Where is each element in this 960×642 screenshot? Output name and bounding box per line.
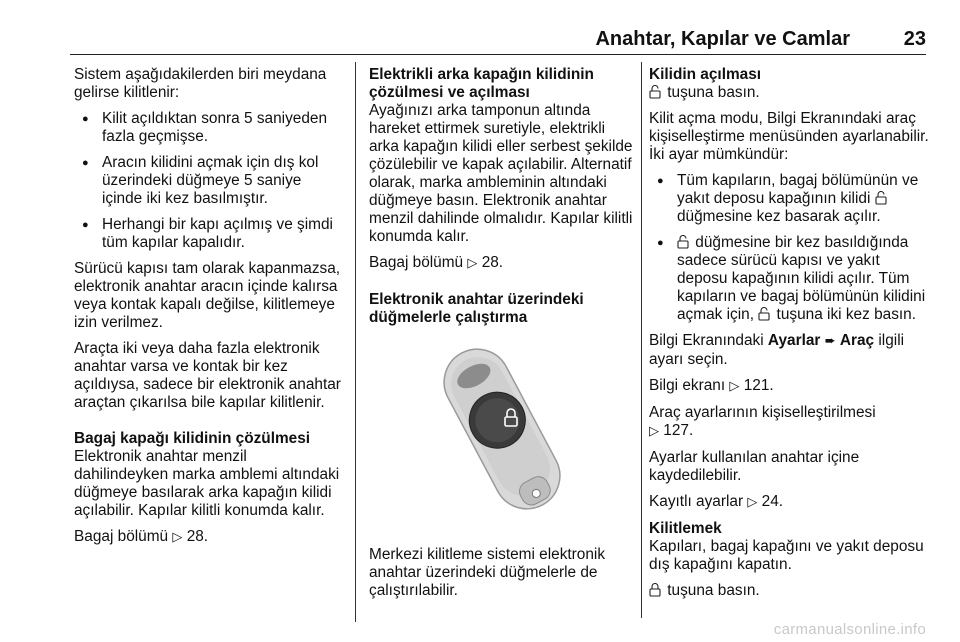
menu-arrow-icon: ➨ bbox=[824, 334, 836, 349]
lock-conditions-list bbox=[74, 110, 342, 252]
reference-page: 28. bbox=[186, 528, 209, 545]
list-item: ● Herhangi bir kapı açılmış ve şimdi tüm kapılar kapalıdır. bbox=[74, 216, 342, 252]
unlock-modes-list bbox=[649, 172, 929, 324]
unlock-icon bbox=[649, 85, 661, 99]
page-reference-icon: ▷ bbox=[729, 379, 740, 394]
watermark: carmanualsonline.info bbox=[773, 621, 926, 638]
paragraph bbox=[649, 332, 929, 369]
paragraph: Sürücü kapısı tam olarak kapanmazsa, elektronik anahtar aracın içinde kalırsa veya kontak kapalı değilse, kilitlemeye izin verilmez. bbox=[74, 260, 341, 331]
menu-path-vehicle: Araç bbox=[839, 332, 875, 349]
list-item: ● Kilit açıldıktan sonra 5 saniyeden fazla geçmişse. bbox=[74, 110, 342, 146]
column-1 bbox=[74, 66, 342, 555]
reference bbox=[649, 404, 929, 441]
paragraph-text: ilgili ayarı seçin. bbox=[649, 332, 905, 368]
section-heading: Bagaj kapağı kilidinin çözülmesi bbox=[74, 430, 311, 447]
page-reference-icon: ▷ bbox=[467, 256, 478, 271]
instruction-text: tuşuna basın. bbox=[667, 582, 760, 599]
page-reference-icon: ▷ bbox=[649, 424, 659, 439]
instruction-text: tuşuna basın. bbox=[667, 84, 760, 101]
paragraph: Kilit açma modu, Bilgi Ekranındaki araç kişiselleştirme menüsünden ayarlanabilir. İki ayar mümkündür: bbox=[649, 110, 929, 163]
reference-text: Bilgi ekranı bbox=[649, 377, 726, 394]
paragraph: Kapıları, bagaj kapağını ve yakıt deposu dış kapağını kapatın. bbox=[649, 538, 924, 573]
unlock-icon bbox=[875, 191, 887, 205]
list-item-text: Tüm kapıların, bagaj bölümünün ve yakıt deposu kapağının kilidi bbox=[677, 172, 919, 207]
column-divider-2 bbox=[641, 62, 642, 618]
column-divider-1 bbox=[355, 62, 356, 622]
paragraph: Ayarlar kullanılan anahtar içine kaydedilebilir. bbox=[649, 449, 860, 484]
unlock-icon bbox=[758, 307, 770, 321]
reference-page: 127. bbox=[663, 422, 694, 439]
section-heading: Elektronik anahtar üzerindeki düğmelerle çalıştırma bbox=[369, 291, 584, 326]
reference bbox=[649, 493, 929, 512]
reference-text: Araç ayarlarının kişiselleştirilmesi bbox=[649, 404, 876, 421]
unlock-icon bbox=[677, 235, 689, 249]
page-reference-icon: ▷ bbox=[747, 495, 758, 510]
section-heading: Elektrikli arka kapağın kilidinin çözülmesi ve açılması bbox=[369, 66, 594, 101]
reference-text: Bagaj bölümü bbox=[74, 528, 169, 545]
reference-page: 24. bbox=[761, 493, 784, 510]
instruction bbox=[649, 582, 929, 600]
menu-path-settings: Ayarlar bbox=[767, 332, 821, 349]
list-item-text: düğmesine bir kez basıldığında sadece sürücü kapısı ve yakıt deposu kapağının kilidi açılır. Tüm kapıların ve bagaj bölümünün kilidini açmak için, bbox=[677, 234, 926, 323]
list-item: ● Aracın kilidini açmak için dış kol üzerindeki düğmeye 5 saniye içinde iki kez basılmıştır. bbox=[74, 154, 342, 208]
section-heading: Kilidin açılması bbox=[649, 66, 762, 83]
list-item bbox=[649, 172, 929, 226]
reference bbox=[74, 528, 342, 547]
paragraph: Elektronik anahtar menzil dahilindeyken marka amblemi altındaki düğmeye basılarak arka kapağın kilidi açılabilir. Kapılar kilitli konumda kalır. bbox=[74, 448, 340, 519]
paragraph-text: Bilgi Ekranındaki bbox=[649, 332, 764, 349]
reference bbox=[649, 377, 929, 396]
paragraph: Ayağınızı arka tamponun altında hareket ettirmek suretiyle, elektrikli arka kapağın kilidi eller serbest şekilde çözülebilir ve kapak açılabilir. Alternatif olarak, marka ambleminin altındaki düğmeye basın. Elektronik anahtar menzil dahilinde olmalıdır. Kapılar kilitli konumda kalır. bbox=[369, 102, 633, 245]
page-number: 23 bbox=[903, 28, 926, 50]
header-title: Anahtar, Kapılar ve Camlar bbox=[595, 28, 850, 50]
reference-page: 28. bbox=[481, 254, 504, 271]
reference-text: Bagaj bölümü bbox=[369, 254, 464, 271]
column-3 bbox=[649, 66, 929, 608]
reference-text: Kayıtlı ayarlar bbox=[649, 493, 744, 510]
section-heading: Kilitlemek bbox=[649, 520, 722, 537]
electronic-key-image bbox=[369, 337, 635, 517]
page-header bbox=[70, 28, 926, 55]
reference-page: 121. bbox=[743, 377, 774, 394]
instruction bbox=[649, 84, 929, 102]
page-reference-icon: ▷ bbox=[172, 530, 183, 545]
intro-text: Sistem aşağıdakilerden biri meydana gelirse kilitlenir: bbox=[74, 66, 327, 101]
list-item-text: tuşuna iki kez basın. bbox=[776, 306, 916, 323]
list-item bbox=[649, 234, 929, 324]
reference bbox=[369, 254, 635, 273]
figure-caption: Merkezi kilitleme sistemi elektronik anahtar üzerindeki düğmelerle de çalıştırılabilir. bbox=[369, 546, 606, 599]
paragraph: Araçta iki veya daha fazla elektronik anahtar varsa ve kontak bir kez açıldıysa, sadece bir elektronik anahtar araçtan çıkarılsa bile kapılar kilitlenir. bbox=[74, 340, 341, 411]
lock-icon bbox=[649, 583, 661, 597]
list-item-text: düğmesine kez basarak açılır. bbox=[677, 208, 881, 225]
column-2 bbox=[369, 66, 635, 608]
